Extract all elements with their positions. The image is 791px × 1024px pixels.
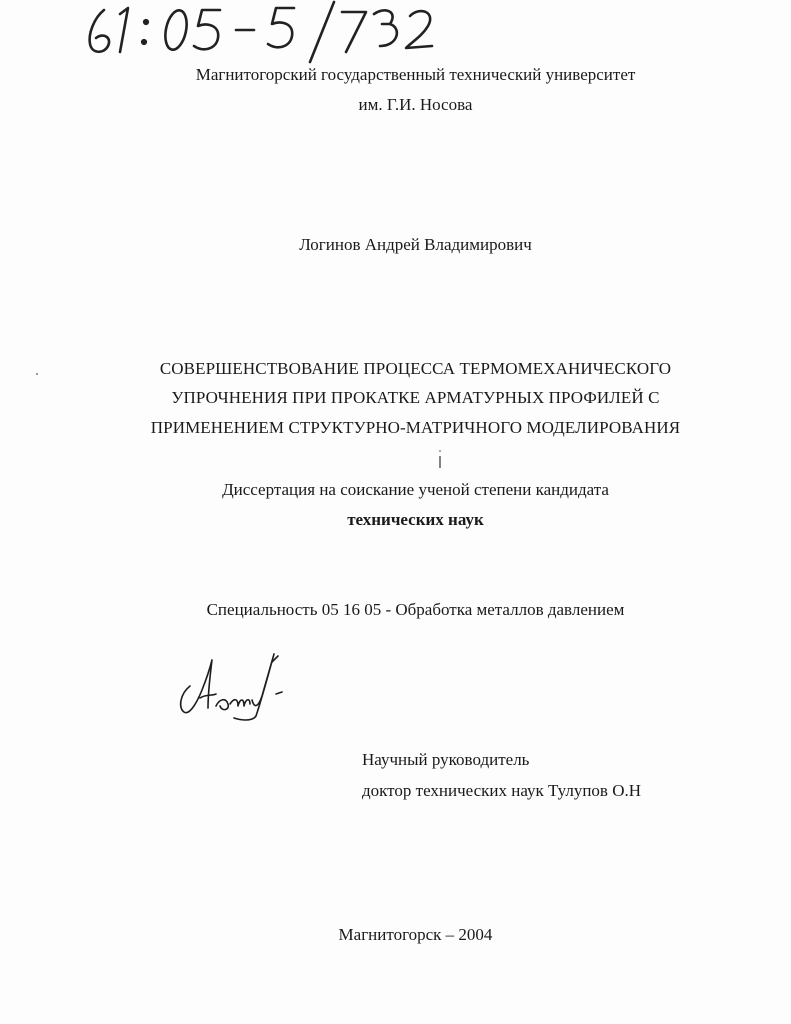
dissertation-degree-line-2: технических наук	[347, 510, 484, 529]
supervisor-label: Научный руководитель	[362, 750, 530, 769]
university-name: Магнитогорский государственный технический университет	[195, 65, 636, 84]
scan-speck	[36, 373, 38, 375]
thesis-title-line-3: ПРИМЕНЕНИЕМ СТРУКТУРНО-МАТРИЧНОГО МОДЕЛИРОВАНИЯ	[150, 418, 681, 437]
specialty: Специальность 05 16 05 - Обработка металлов давлением	[206, 600, 625, 619]
university-dedication: им. Г.И. Носова	[358, 95, 473, 114]
thesis-title-line-1: СОВЕРШЕНСТВОВАНИЕ ПРОЦЕССА ТЕРМОМЕХАНИЧЕСКОГО	[159, 359, 672, 378]
author-name: Логинов Андрей Владимирович	[299, 235, 532, 254]
supervisor-name: доктор технических наук Тулупов О.Н	[362, 781, 641, 800]
city-year: Магнитогорск – 2004	[338, 925, 493, 944]
stray-pen-mark	[439, 450, 441, 468]
author-signature	[176, 646, 286, 722]
handwritten-archive-code	[84, 0, 444, 64]
thesis-title-line-2: УПРОЧНЕНИЯ ПРИ ПРОКАТКЕ АРМАТУРНЫХ ПРОФИЛЕЙ С	[171, 388, 660, 407]
dissertation-degree-line-1: Диссертация на соискание ученой степени кандидата	[222, 480, 609, 499]
